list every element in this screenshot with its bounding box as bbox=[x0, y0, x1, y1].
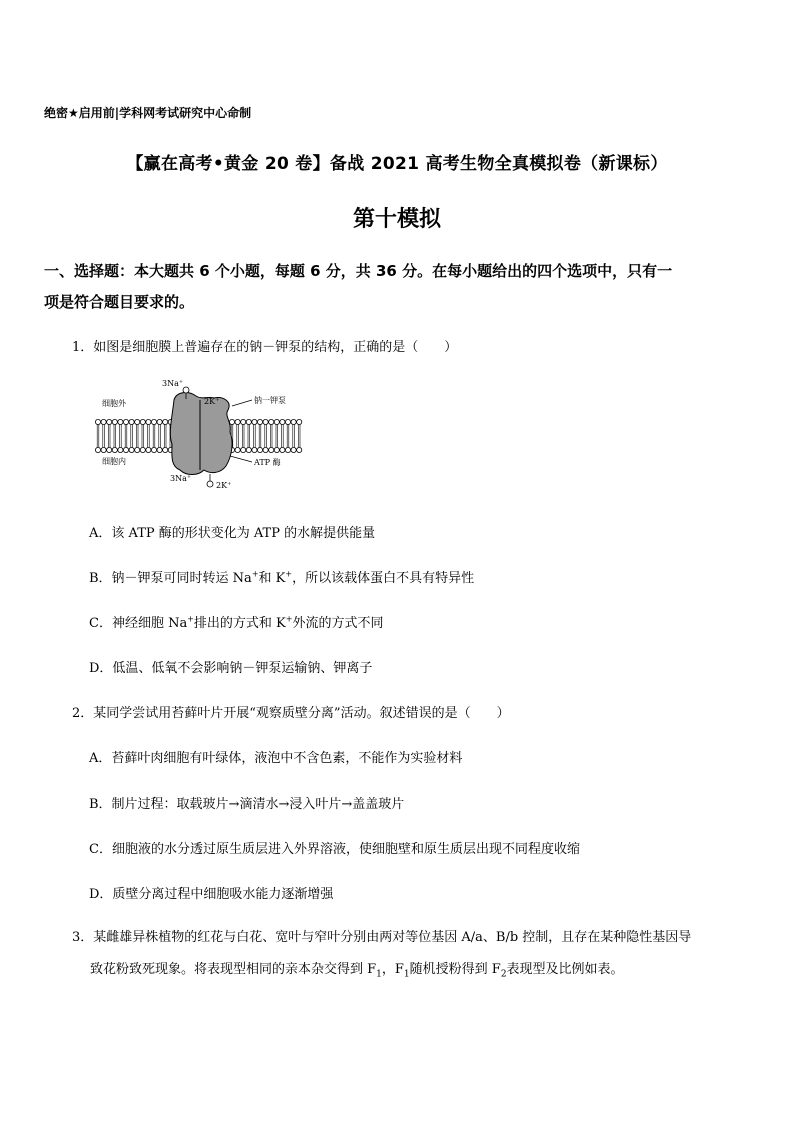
lipid-molecule bbox=[246, 436, 251, 453]
question-3-line-1: 3．某雌雄异株植物的红花与白花、宽叶与窄叶分别由两对等位基因 A/a、B/b 控制，且存在某种隐性基因导 bbox=[72, 930, 692, 945]
lipid-molecule bbox=[107, 419, 112, 436]
label-inside: 细胞内 bbox=[102, 457, 126, 466]
lipid-molecule bbox=[101, 419, 106, 436]
lipid-molecule bbox=[112, 419, 117, 436]
label-na-bottom: 3Na+ bbox=[170, 474, 192, 483]
section-heading bbox=[44, 256, 734, 318]
question-1-stem: 1．如图是细胞膜上普遍存在的钠－钾泵的结构，正确的是（ ） bbox=[72, 340, 458, 355]
question-2-option-b: B．制片过程：取载玻片→滴清水→浸入叶片→盖盖玻片 bbox=[89, 797, 405, 812]
lipid-molecule bbox=[123, 419, 128, 436]
document-subtitle: 第十模拟 bbox=[352, 207, 441, 232]
lipid-molecule bbox=[252, 436, 257, 453]
lipid-molecule bbox=[135, 419, 140, 436]
question-1-option-b: B．钠－钾泵可同时转运 Na+和 K+，所以该载体蛋白不具有特异性 bbox=[89, 569, 475, 586]
lipid-molecule bbox=[285, 436, 290, 453]
question-2-stem: 2．某同学尝试用苔藓叶片开展“观察质壁分离”活动。叙述错误的是（ ） bbox=[72, 706, 510, 721]
lipid-molecule bbox=[285, 419, 290, 436]
lipid-molecule bbox=[129, 419, 134, 436]
question-2-option-a: A．苔藓叶肉细胞有叶绿体，液泡中不含色素，不能作为实验材料 bbox=[89, 751, 463, 766]
lipid-molecule bbox=[163, 419, 168, 436]
confidential-note: 绝密★启用前|学科网考试研究中心命制 bbox=[44, 106, 252, 120]
membrane-diagram bbox=[92, 378, 306, 496]
lipid-molecule bbox=[95, 436, 100, 453]
question-1-option-d: D．低温、低氧不会影响钠－钾泵运输钠、钾离子 bbox=[89, 661, 373, 676]
lipid-molecule bbox=[135, 436, 140, 453]
lipid-molecule bbox=[274, 419, 279, 436]
label-atp-enzyme: ATP 酶 bbox=[254, 458, 281, 467]
lipid-molecule bbox=[235, 419, 240, 436]
lipid-molecule bbox=[157, 436, 162, 453]
lipid-molecule bbox=[246, 419, 251, 436]
lipid-molecule bbox=[252, 419, 257, 436]
question-1-option-c: C．神经细胞 Na+排出的方式和 K+外流的方式不同 bbox=[89, 614, 384, 631]
lipid-molecule bbox=[101, 436, 106, 453]
lipid-molecule bbox=[129, 436, 134, 453]
lipid-molecule bbox=[280, 419, 285, 436]
lipid-molecule bbox=[140, 419, 145, 436]
lipid-molecule bbox=[140, 436, 145, 453]
lipid-molecule bbox=[151, 436, 156, 453]
sodium-potassium-pump-figure bbox=[92, 378, 306, 496]
question-2-option-c: C．细胞液的水分透过原生质层进入外界溶液，使细胞壁和原生质层出现不同程度收缩 bbox=[89, 842, 580, 857]
lipid-molecule bbox=[235, 436, 240, 453]
question-3-stem bbox=[72, 922, 732, 991]
lipid-molecule bbox=[257, 436, 262, 453]
lipid-molecule bbox=[157, 419, 162, 436]
lipid-molecule bbox=[163, 436, 168, 453]
lipid-molecule bbox=[146, 419, 151, 436]
lipid-molecule bbox=[118, 436, 123, 453]
label-pump: 钠一钾泵 bbox=[254, 396, 286, 405]
lipid-molecule bbox=[297, 419, 302, 436]
lipid-molecule bbox=[269, 436, 274, 453]
question-3-line-2: 致花粉致死现象。将表现型相同的亲本杂交得到 $F_1$，$F_1$随机授粉得到 $F_2$表现型及比例如表。 bbox=[90, 962, 624, 980]
lipid-molecule bbox=[297, 436, 302, 453]
lipid-molecule bbox=[291, 419, 296, 436]
question-2-option-d: D．质壁分离过程中细胞吸水能力逐渐增强 bbox=[89, 887, 334, 902]
lipid-molecule bbox=[241, 436, 246, 453]
lipid-molecule bbox=[118, 419, 123, 436]
lipid-molecule bbox=[269, 419, 274, 436]
document-title: 【赢在高考•黄金 20 卷】备战 2021 高考生物全真模拟卷（新课标） bbox=[126, 154, 668, 174]
na-top-ion bbox=[183, 387, 189, 393]
lipid-molecule bbox=[263, 436, 268, 453]
lipid-molecule bbox=[112, 436, 117, 453]
section-heading-line-2: 项是符合题目要求的。 bbox=[44, 293, 195, 311]
lipid-molecule bbox=[151, 419, 156, 436]
lipid-molecule bbox=[123, 436, 128, 453]
lipid-molecule bbox=[146, 436, 151, 453]
k-bottom-ion bbox=[207, 481, 213, 487]
label-k-top: 2K+ bbox=[204, 397, 220, 406]
label-outside: 细胞外 bbox=[102, 399, 126, 408]
lipid-molecule bbox=[257, 419, 262, 436]
label-na-top: 3Na+ bbox=[162, 379, 184, 388]
lipid-molecule bbox=[107, 436, 112, 453]
pump-protein bbox=[170, 393, 232, 475]
lipid-molecule bbox=[241, 419, 246, 436]
lipid-molecule bbox=[95, 419, 100, 436]
question-1-option-a: A．该 ATP 酶的形状变化为 ATP 的水解提供能量 bbox=[89, 526, 376, 541]
lipid-molecule bbox=[274, 436, 279, 453]
section-heading-line-1: 一、选择题：本大题共 6 个小题，每题 6 分，共 36 分。在每小题给出的四个选项中，只有一 bbox=[44, 262, 673, 280]
lipid-molecule bbox=[280, 436, 285, 453]
lipid-molecule bbox=[263, 419, 268, 436]
label-k-bottom: 2K+ bbox=[216, 481, 232, 490]
lipid-molecule bbox=[291, 436, 296, 453]
